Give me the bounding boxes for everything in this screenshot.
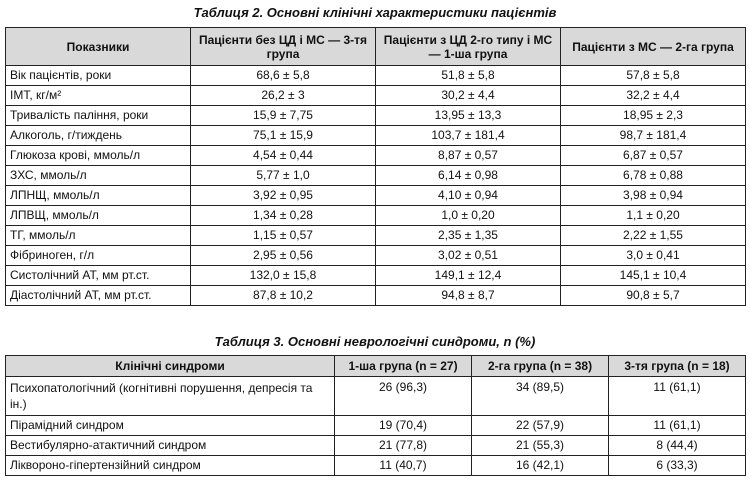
value-cell: 21 (55,3) xyxy=(472,436,609,456)
value-cell: 30,2 ± 4,4 xyxy=(376,86,561,106)
value-cell: 11 (40,7) xyxy=(335,456,472,476)
value-cell: 90,8 ± 5,7 xyxy=(561,286,746,306)
value-cell: 98,7 ± 181,4 xyxy=(561,126,746,146)
value-cell: 8,87 ± 0,57 xyxy=(376,146,561,166)
value-cell: 3,92 ± 0,95 xyxy=(191,186,376,206)
column-header: 1-ша група (n = 27) xyxy=(335,356,472,377)
value-cell: 2,95 ± 0,56 xyxy=(191,246,376,266)
value-cell: 34 (89,5) xyxy=(472,377,609,416)
value-cell: 75,1 ± 15,9 xyxy=(191,126,376,146)
table-row xyxy=(6,186,746,206)
row-label-cell: Алкоголь, г/тиждень xyxy=(6,126,191,146)
clinical-characteristics-table xyxy=(5,27,746,306)
row-label-cell: Систолічний АТ, мм рт.ст. xyxy=(6,266,191,286)
value-cell: 57,8 ± 5,8 xyxy=(561,66,746,86)
row-label-cell: Діастолічний АТ, мм рт.ст. xyxy=(6,286,191,306)
value-cell: 51,8 ± 5,8 xyxy=(376,66,561,86)
value-cell: 1,34 ± 0,28 xyxy=(191,206,376,226)
table-header-row xyxy=(6,356,746,377)
value-cell: 2,35 ± 1,35 xyxy=(376,226,561,246)
value-cell: 1,0 ± 0,20 xyxy=(376,206,561,226)
value-cell: 3,02 ± 0,51 xyxy=(376,246,561,266)
table-row xyxy=(6,456,746,476)
table-2-caption: Таблиця 2. Основні клінічні характеристики пацієнтів xyxy=(193,5,557,20)
row-label-cell: ЛПНЩ, ммоль/л xyxy=(6,186,191,206)
value-cell: 6 (33,3) xyxy=(609,456,746,476)
table-row xyxy=(6,146,746,166)
row-label-cell: Тривалість паління, роки xyxy=(6,106,191,126)
row-label-cell: ТГ, ммоль/л xyxy=(6,226,191,246)
value-cell: 1,15 ± 0,57 xyxy=(191,226,376,246)
value-cell: 4,54 ± 0,44 xyxy=(191,146,376,166)
table-row xyxy=(6,416,746,436)
column-header: Показники xyxy=(6,28,191,66)
row-label-cell: Вестибулярно-атактичний синдром xyxy=(6,436,335,456)
table-3-caption: Таблиця 3. Основні неврологічні синдроми, n (%) xyxy=(214,334,536,349)
value-cell: 94,8 ± 8,7 xyxy=(376,286,561,306)
table-row xyxy=(6,226,746,246)
value-cell: 4,10 ± 0,94 xyxy=(376,186,561,206)
value-cell: 6,14 ± 0,98 xyxy=(376,166,561,186)
value-cell: 1,1 ± 0,20 xyxy=(561,206,746,226)
table-row xyxy=(6,86,746,106)
value-cell: 21 (77,8) xyxy=(335,436,472,456)
value-cell: 8 (44,4) xyxy=(609,436,746,456)
table-row xyxy=(6,246,746,266)
row-label-cell: Вік пацієнтів, роки xyxy=(6,66,191,86)
neurological-syndromes-table xyxy=(5,355,746,476)
value-cell: 22 (57,9) xyxy=(472,416,609,436)
value-cell: 32,2 ± 4,4 xyxy=(561,86,746,106)
value-cell: 11 (61,1) xyxy=(609,377,746,416)
value-cell: 6,87 ± 0,57 xyxy=(561,146,746,166)
value-cell: 145,1 ± 10,4 xyxy=(561,266,746,286)
table-row xyxy=(6,436,746,456)
value-cell: 19 (70,4) xyxy=(335,416,472,436)
value-cell: 2,22 ± 1,55 xyxy=(561,226,746,246)
value-cell: 26 (96,3) xyxy=(335,377,472,416)
row-label-cell: Психопатологічний (когнітивні порушення, депресія та ін.) xyxy=(6,377,335,416)
value-cell: 13,95 ± 13,3 xyxy=(376,106,561,126)
column-header: Пацієнти з ЦД 2-го типу і МС — 1-ша група xyxy=(376,28,561,66)
value-cell: 3,0 ± 0,41 xyxy=(561,246,746,266)
value-cell: 11 (61,1) xyxy=(609,416,746,436)
row-label-cell: ІМТ, кг/м² xyxy=(6,86,191,106)
value-cell: 3,98 ± 0,94 xyxy=(561,186,746,206)
value-cell: 5,77 ± 1,0 xyxy=(191,166,376,186)
row-label-cell: Фібриноген, г/л xyxy=(6,246,191,266)
value-cell: 103,7 ± 181,4 xyxy=(376,126,561,146)
value-cell: 68,6 ± 5,8 xyxy=(191,66,376,86)
table-row xyxy=(6,66,746,86)
row-label-cell: Глюкоза крові, ммоль/л xyxy=(6,146,191,166)
table-row xyxy=(6,126,746,146)
row-label-cell: ЗХС, ммоль/л xyxy=(6,166,191,186)
value-cell: 15,9 ± 7,75 xyxy=(191,106,376,126)
column-header: 3-тя група (n = 18) xyxy=(609,356,746,377)
value-cell: 149,1 ± 12,4 xyxy=(376,266,561,286)
value-cell: 16 (42,1) xyxy=(472,456,609,476)
table-row xyxy=(6,206,746,226)
table-row xyxy=(6,266,746,286)
value-cell: 87,8 ± 10,2 xyxy=(191,286,376,306)
table-row xyxy=(6,106,746,126)
table-row xyxy=(6,286,746,306)
value-cell: 18,95 ± 2,3 xyxy=(561,106,746,126)
column-header: Пацієнти з МС — 2-га група xyxy=(561,28,746,66)
table-row xyxy=(6,166,746,186)
table-row xyxy=(6,377,746,416)
column-header: Пацієнти без ЦД і МС — 3-тя група xyxy=(191,28,376,66)
value-cell: 26,2 ± 3 xyxy=(191,86,376,106)
value-cell: 132,0 ± 15,8 xyxy=(191,266,376,286)
column-header: 2-га група (n = 38) xyxy=(472,356,609,377)
table-header-row xyxy=(6,28,746,66)
row-label-cell: ЛПВЩ, ммоль/л xyxy=(6,206,191,226)
column-header: Клінічні синдроми xyxy=(6,356,335,377)
row-label-cell: Пірамідний синдром xyxy=(6,416,335,436)
row-label-cell: Ліквороно-гіпертензійний синдром xyxy=(6,456,335,476)
value-cell: 6,78 ± 0,88 xyxy=(561,166,746,186)
